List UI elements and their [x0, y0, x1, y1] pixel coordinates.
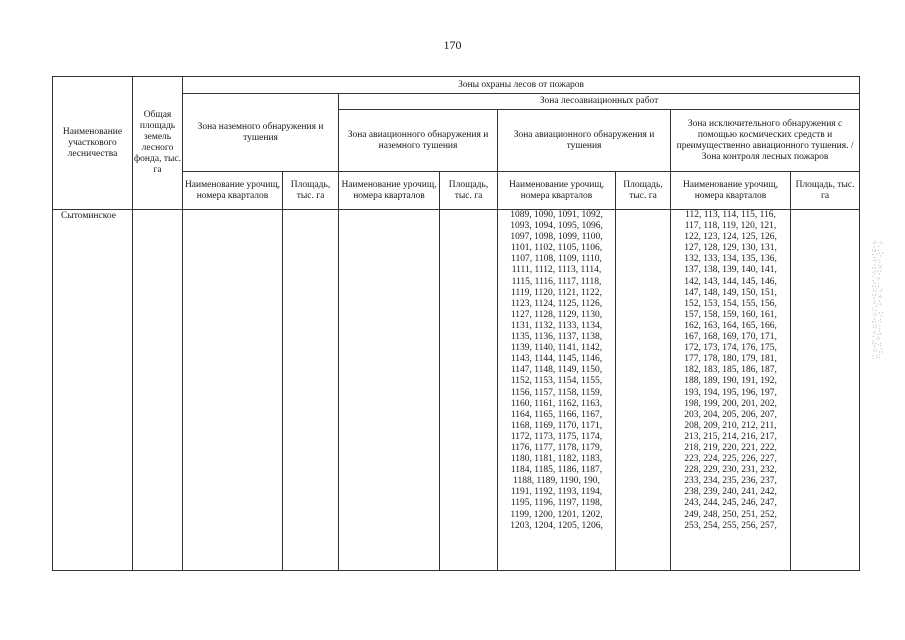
header-space-zone: Зона исключительного обнаружения с помощью космических средств и преимущественно авиационного тушения. / Зона контроля лесных пожаров: [671, 110, 860, 172]
header-air-zone: Зона авиационного обнаружения и тушения: [498, 110, 671, 172]
space-area-cell: [791, 210, 860, 571]
table-row: [53, 210, 860, 571]
header-forestry-name: Наименование участкового лесничества: [53, 77, 133, 210]
air-ground-area-cell: [440, 210, 498, 571]
forestry-name-cell: Сытоминское: [53, 210, 133, 571]
header-ground-tracts: Наименование урочищ, номера кварталов: [183, 172, 283, 210]
header-air-tracts: Наименование урочищ, номера кварталов: [498, 172, 616, 210]
page-number: 170: [443, 38, 462, 52]
header-ground-area: Площадь, тыс. га: [283, 172, 339, 210]
header-air-ground-area: Площадь, тыс. га: [440, 172, 498, 210]
header-space-tracts: Наименование урочищ, номера кварталов: [671, 172, 791, 210]
header-aviation-zone: Зона лесоавиационных работ: [339, 94, 860, 110]
space-zone-quarters-cell: 112, 113, 114, 115, 116, 117, 118, 119, 120, 121, 122, 123, 124, 125, 126, 127, 128, 129, 130, 131, 132, 133, 134, 135, 136, 137, 138, 139, 140, 141, 142, 143, 144, 145, 146, 147, 148, 149, 150, 151, 152, 153, 154, 155, 156, 157, 158, 159, 160, 161, 162, 163, 164, 165, 166, 167, 168, 169, 170, 171, 172, 173, 174, 176, 175, 177, 178, 180, 179, 181, 182, 183, 185, 186, 187, 188, 189, 190, 191, 192, 193, 194, 195, 196, 197, 198, 199, 200, 201, 202, 203, 204, 205, 206, 207, 208, 209, 210, 212, 211, 213, 215, 214, 216, 217, 218, 219, 220, 221, 222, 223, 224, 225, 226, 227, 228, 229, 230, 231, 232, 233, 234, 235, 236, 237, 238, 239, 240, 241, 242, 243, 244, 245, 246, 247, 249, 248, 250, 251, 252, 253, 254, 255, 256, 257,: [671, 210, 791, 571]
header-air-area: Площадь, тыс. га: [616, 172, 671, 210]
ground-tracts-cell: [183, 210, 283, 571]
header-ground-zone: Зона наземного обнаружения и тушения: [183, 94, 339, 172]
air-area-cell: [616, 210, 671, 571]
fire-zones-table: [52, 76, 860, 571]
air-ground-tracts-cell: [339, 210, 440, 571]
total-area-cell: [133, 210, 183, 571]
header-total-area: Общая площадь земель лесного фонда, тыс. га: [133, 77, 183, 210]
header-air-ground-tracts: Наименование урочищ, номера кварталов: [339, 172, 440, 210]
header-space-area: Площадь, тыс. га: [791, 172, 860, 210]
scan-noise: ⁘⁖ ∴⁚ ⁛∵ ⁘: ∴⁙ ⁖∵ ⁚⁘ ∴: ⁙⁖ ∵⁘ ⁖∴ :⁚ ⁘∵ ∴⁖ ⁙: ⁖∴ ⁚⁘ ∵⁖ ⁘∴ :⁙: [872, 239, 885, 361]
header-fire-zones: Зоны охраны лесов от пожаров: [183, 77, 860, 94]
ground-area-cell: [283, 210, 339, 571]
header-air-ground-zone: Зона авиационного обнаружения и наземного тушения: [339, 110, 498, 172]
air-zone-quarters-cell: 1089, 1090, 1091, 1092, 1093, 1094, 1095, 1096, 1097, 1098, 1099, 1100, 1101, 1102, 1105, 1106, 1107, 1108, 1109, 1110, 1111, 1112, 1113, 1114, 1115, 1116, 1117, 1118, 1119, 1120, 1121, 1122, 1123, 1124, 1125, 1126, 1127, 1128, 1129, 1130, 1131, 1132, 1133, 1134, 1135, 1136, 1137, 1138, 1139, 1140, 1141, 1142, 1143, 1144, 1145, 1146, 1147, 1148, 1149, 1150, 1152, 1153, 1154, 1155, 1156, 1157, 1158, 1159, 1160, 1161, 1162, 1163, 1164, 1165, 1166, 1167, 1168, 1169, 1170, 1171, 1172, 1173, 1175, 1174, 1176, 1177, 1178, 1179, 1180, 1181, 1182, 1183, 1184, 1185, 1186, 1187, 1188, 1189, 1190, 190, 1191, 1192, 1193, 1194, 1195, 1196, 1197, 1198, 1199, 1200, 1201, 1202, 1203, 1204, 1205, 1206,: [498, 210, 616, 571]
